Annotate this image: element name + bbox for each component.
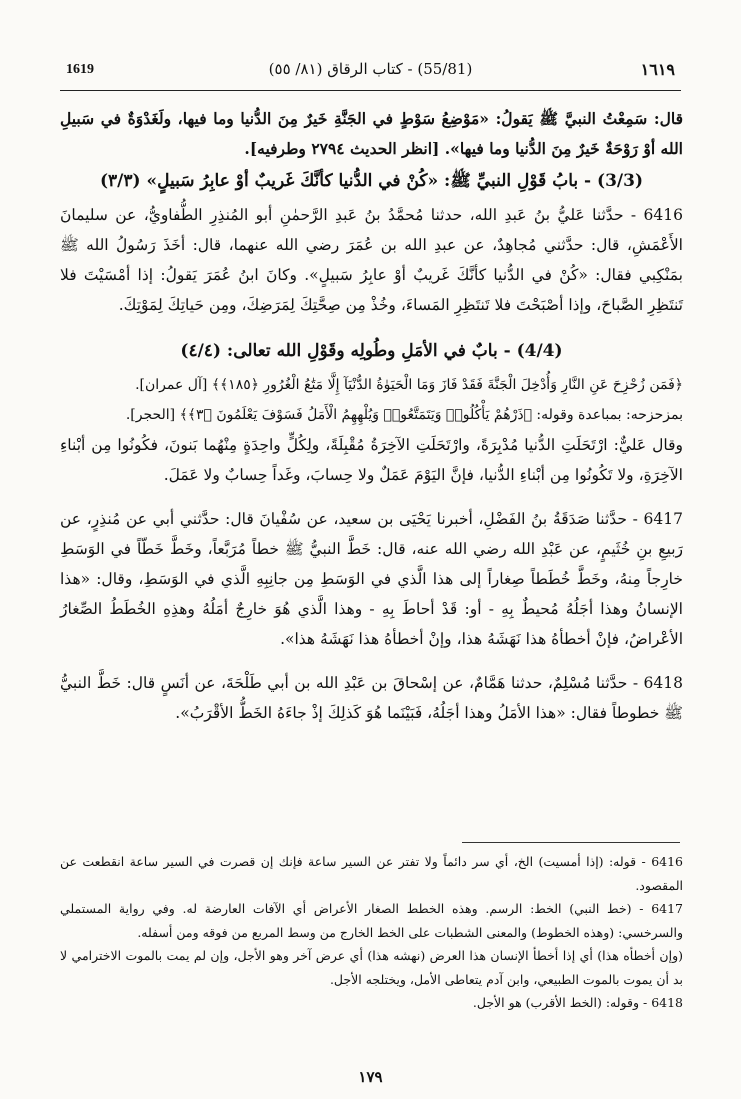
page-number-bottom: ١٧٩ (358, 1068, 383, 1086)
quran-verse-1: ﴿فَمَن زُحْزِحَ عَنِ النَّارِ وَأُدْخِلَ الْجَنَّةَ فَقَدْ فَازَ وَمَا الْحَيَوٰةُ الدُّنْيَآ إِلَّا مَتَٰعُ الْغُرُورِ ﴿١٨٥﴾﴾ [آل عمران]. (135, 377, 683, 393)
ali-quote: وقال عَليٌّ: ارْتَحَلَتِ الدُّنيا مُدْبِرَةً، وارْتَحَلَتِ الآخِرَةُ مُقْبِلَةً، ولِكُلٍّ واحِدَةٍ مِنْهُما بَنونَ، فكُونُوا مِن أبْناءِ الآخِرَةِ، ولا تَكُونُوا مِن أبْناءِ الدُّنيا، فإنَّ اليَوْمَ عَمَلٌ ولا حِسابَ، وغَداً حِسابٌ ولا عَمَلَ. (60, 436, 683, 484)
header-rule (60, 90, 681, 91)
quran-verse-2: بمزحزحه: بمباعدة وقوله: ﴿ذَرْهُمْ يَأْكُلُوا۟ وَيَتَمَتَّعُوا۟ وَيُلْهِهِمُ الْأَمَلُ فَسَوْفَ يَعْلَمُونَ ﴿٣﴾﴾ [الحجر]. (125, 407, 683, 423)
footnotes (60, 850, 683, 1015)
footnote-6418: 6418 - وقوله: (الخط الأقرب) هو الأجل. (472, 995, 683, 1010)
page-number-latin: 1619 (66, 62, 94, 77)
chapter-heading-3: (3/3) - بابُ قَوْلِ النبيِّ ﷺ: «كُنْ في الدُّنيا كأنَّكَ غَريبٌ أوْ عابِرُ سَبيلٍ» (٣/٣) (100, 171, 643, 191)
main-text (60, 104, 683, 728)
chapter-heading-4: (4/4) - بابٌ في الأمَلِ وطُولِه وقَوْلِ الله تعالى: (٤/٤) (180, 341, 563, 361)
running-title: (55/81) - كتاب الرقاق (٨١/ ٥٥) (268, 60, 473, 78)
page-header (60, 58, 681, 86)
page-number-arabic: ١٦١٩ (640, 60, 675, 79)
hadith-6417: 6417 - حدَّثنا صَدَقَةُ بنُ الفَضْلِ، أخبرنا يَحْيَى بن سعيد، عن سُفْيانَ قال: حدَّثني أبي عن مُنذِرٍ، عن رَبيعِ بنِ خُثَيمٍ، عن عَبْدِ الله رضي الله عنه، قال: خَطَّ النبيُّ ﷺ خطاً مُرَبَّعاً، وخَطَّ خَطّاً في الوَسَطِ خارِجاً مِنهُ، وخَطَّ خُطَطاً صِغاراً إلى هذا الَّذي في الوَسَطِ مِن جانِبِهِ الَّذي في الوَسَطِ، وقال: «هذا الإنسانُ وهذا أجَلُهُ مُحيطٌ بِهِ - أو: قَدْ أحاطَ بِهِ - وهذا الَّذي هُوَ خارِجٌ أمَلُهُ وهذِهِ الخُطَطُ الصِّغارُ الأعْراضُ، فإنْ أخطأهُ هذا نَهَشَهُ هذا، وإنْ أخطأهُ هذا نَهَشَهُ هذا». (60, 510, 683, 648)
paragraph-intro: قال: سَمِعْتُ النبيَّ ﷺ يَقولُ: «مَوْضِعُ سَوْطٍ في الجَنَّةِ خَيرٌ مِنَ الدُّنيا وما فيها، ولَغَدْوَةٌ في سَبيلِ الله أوْ رَوْحَةٌ خَيرٌ مِنَ الدُّنيا وما فيها». [انظر الحديث ٢٧٩٤ وطرفيه]. (60, 109, 683, 158)
footnote-6417: 6417 - (خط النبي) الخط: الرسم. وهذه الخطط الصغار الأعراض أي الآفات العارضة له. وفي رواية المستملي والسرخسي: (وهذه الخطوط) والمعنى الشطبات على الخط الخارج من وسط المربع من فوقه ومن أسفله. (60, 901, 683, 940)
hadith-6418: 6418 - حدَّثنا مُسْلِمٌ، حدثنا هَمَّامٌ، عن إسْحاقَ بن عَبْدِ الله بن أبي طَلْحَةَ، عن أنَسٍ قال: خَطَّ النبيُّ ﷺ خطوطاً فقال: «هذا الأمَلُ وهذا أجَلُهُ، فَبَيْنَما هُوَ كَذلِكَ إذْ جاءَهُ الخَطُّ الأقْرَبُ». (60, 674, 683, 722)
footnote-6416: 6416 - قوله: (إذا أمسيت) الخ، أي سر دائماً ولا تفتر عن السير ساعة فإنك إن قصرت في السير ساعة انقطعت عن المقصود. (60, 854, 683, 893)
hadith-6416: 6416 - حدَّثنا عَليُّ بنُ عَبدِ الله، حدثنا مُحمَّدُ بنُ عَبدِ الرَّحمٰنِ أبو المُنذِرِ الطُّفاويُّ، عن سليمانَ الأَعْمَشِ، قال: حدَّثني مُجاهِدٌ، عن عبدِ الله بن عُمَرَ رضي الله عنهما، قال: أخَذَ رَسُولُ الله ﷺ بمَنْكِبي فقال: «كُنْ في الدُّنيا كأنَّكَ غَريبٌ أوْ عابِرُ سَبيلٍ». وكانَ ابنُ عُمَرَ يَقولُ: إذا أمْسَيْتَ فلا تَنتَظِرِ الصَّباحَ، وإذا أصْبَحْتَ فلا تَنتَظِرِ المَساءَ، وخُذْ مِن صِحَّتِكَ لِمَرَضِكَ، ومِن حَياتِكَ لِمَوْتِكَ. (60, 206, 683, 314)
footnote-6417-cont: (وإن أخطأه هذا) أي إذا أخطأ الإنسان هذا العرض (نهشه هذا) أي عرض آخر وهو الأجل، وإن لم يمت بالموت الاخترامي لا بد أن يموت بالموت الطبيعي، وابن آدم يتعاطى الأمل، ويختلجه الأجل. (60, 948, 683, 987)
footnote-rule (462, 842, 680, 843)
